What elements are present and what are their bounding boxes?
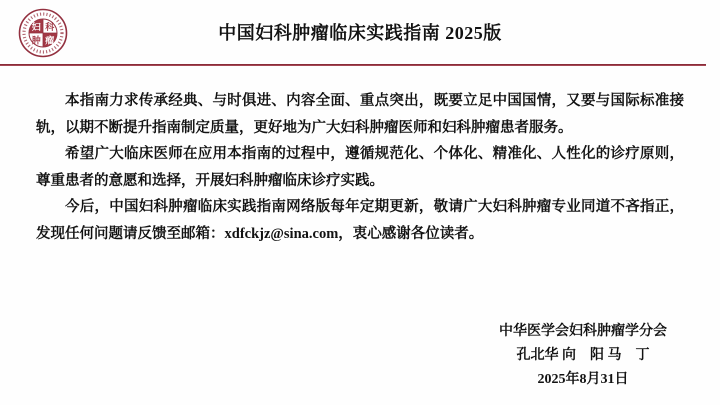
- header-rule: [0, 64, 706, 66]
- signature-names: 孔北华 向 阳 马 丁: [516, 348, 650, 363]
- preface-paragraph: 今后，中国妇科肿瘤临床实践指南网络版每年定期更新，敬请广大妇科肿瘤专业同道不吝指正，发现任何问题请反馈至邮箱：xdfckjz@sina.com，衷心感谢各位读者。: [36, 199, 684, 242]
- signature-block: [448, 320, 718, 392]
- page-title: 中国妇科肿瘤临床实践指南 2025版: [218, 23, 502, 43]
- seal-quadrant-char: 妇: [31, 21, 41, 32]
- preface-body: [36, 88, 684, 247]
- preface-paragraph: 希望广大临床医师在应用本指南的过程中，遵循规范化、个体化、精准化、人性化的诊疗原则，尊重患者的意愿和选择，开展妇科肿瘤临床诊疗实践。: [36, 146, 684, 189]
- seal-quadrant-char: 肿: [31, 35, 41, 46]
- signature-date: 2025年8月31日: [537, 372, 629, 387]
- preface-paragraph: 本指南力求传承经典、与时俱进、内容全面、重点突出，既要立足中国国情，又要与国际标准接轨，以期不断提升指南制定质量，更好地为广大妇科肿瘤医师和妇科肿瘤患者服务。: [36, 93, 684, 136]
- seal-quadrant-char: 科: [45, 21, 55, 32]
- seal-quadrant-char: 瘤: [45, 35, 55, 46]
- signature-organization: 中华医学会妇科肿瘤学分会: [499, 324, 667, 339]
